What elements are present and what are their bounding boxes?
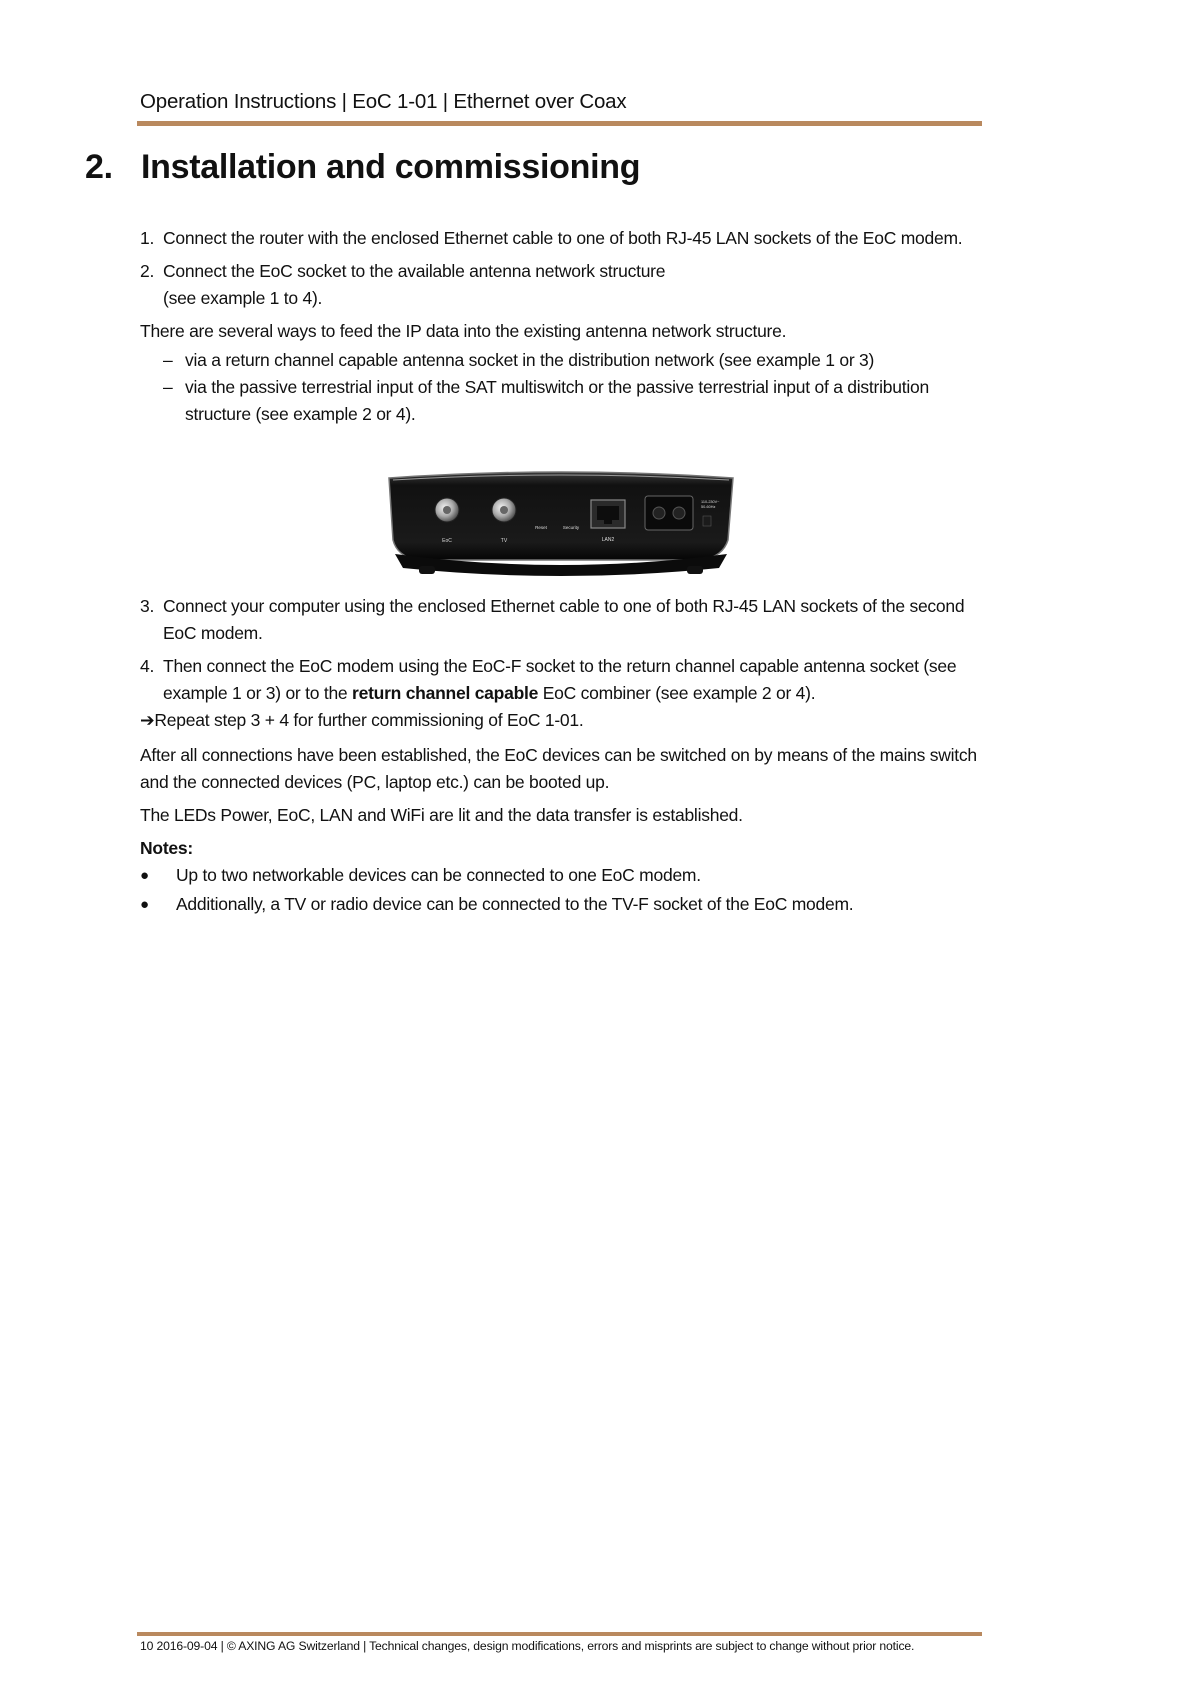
steps-section-a: [140, 225, 990, 428]
device-label-power-1: 110-230V~: [701, 500, 720, 504]
bullet-icon: ●: [140, 896, 149, 913]
list-item: – via the passive terrestrial input of the SAT multiswitch or the passive terrestrial input of a distribution structure (see example 2 or 4).: [163, 377, 929, 424]
chapter-heading: [85, 148, 640, 187]
list-item: ● Up to two networkable devices can be connected to one EoC modem.: [140, 862, 990, 889]
repeat-note: ➔Repeat step 3 + 4 for further commissioning of EoC 1-01.: [140, 710, 584, 730]
bullet-icon: ●: [140, 867, 149, 884]
eoc-modem-rear-image: [383, 468, 738, 578]
device-label-security: Security: [562, 525, 580, 530]
list-item: 4. Then connect the EoC modem using the EoC-F socket to the return channel capable antenna socket (see example 1 or 3) or to the return channel capable EoC combiner (see example 2 or 4).: [140, 656, 957, 703]
list-item: 2. Connect the EoC socket to the available antenna network structure (see example 1 to 4).: [140, 261, 666, 308]
list-item: 1. Connect the router with the enclosed Ethernet cable to one of both RJ-45 LAN sockets of the EoC modem.: [140, 228, 963, 248]
chapter-title: Installation and commissioning: [141, 148, 641, 186]
device-label-tv: TV: [500, 538, 508, 544]
footer-rule: [137, 1632, 982, 1636]
device-label-lan2: LAN2: [601, 537, 615, 543]
header-rule: [137, 121, 982, 126]
intro-text: There are several ways to feed the IP data into the existing antenna network structure.: [140, 321, 787, 341]
steps-section-b: [140, 593, 990, 920]
notes-heading: Notes:: [140, 838, 193, 858]
page-header: Operation Instructions | EoC 1-01 | Ethernet over Coax: [140, 90, 627, 113]
device-label-power-2: 50-60Hz: [701, 505, 716, 509]
device-label-eoc: EoC: [442, 538, 452, 544]
chapter-number: 2.: [85, 148, 113, 186]
device-label-reset: Reset: [535, 525, 547, 530]
page-footer: 10 2016-09-04 | © AXING AG Switzerland | Technical changes, design modifications, errors and misprints are subject to change without prior notice.: [140, 1639, 915, 1653]
list-item: – via a return channel capable antenna socket in the distribution network (see example 1 or 3): [163, 350, 875, 370]
after-connections-text: After all connections have been established, the EoC devices can be switched on by means of the mains switch and the connected devices (PC, laptop etc.) can be booted up.: [140, 745, 977, 792]
list-item: ● Additionally, a TV or radio device can be connected to the TV-F socket of the EoC modem.: [140, 891, 990, 918]
list-item: 3. Connect your computer using the enclosed Ethernet cable to one of both RJ-45 LAN sockets of the second EoC modem.: [140, 596, 965, 643]
power-socket-icon: [645, 496, 693, 530]
arrow-right-icon: ➔: [140, 710, 155, 730]
leds-text: The LEDs Power, EoC, LAN and WiFi are lit and the data transfer is established.: [140, 805, 743, 825]
